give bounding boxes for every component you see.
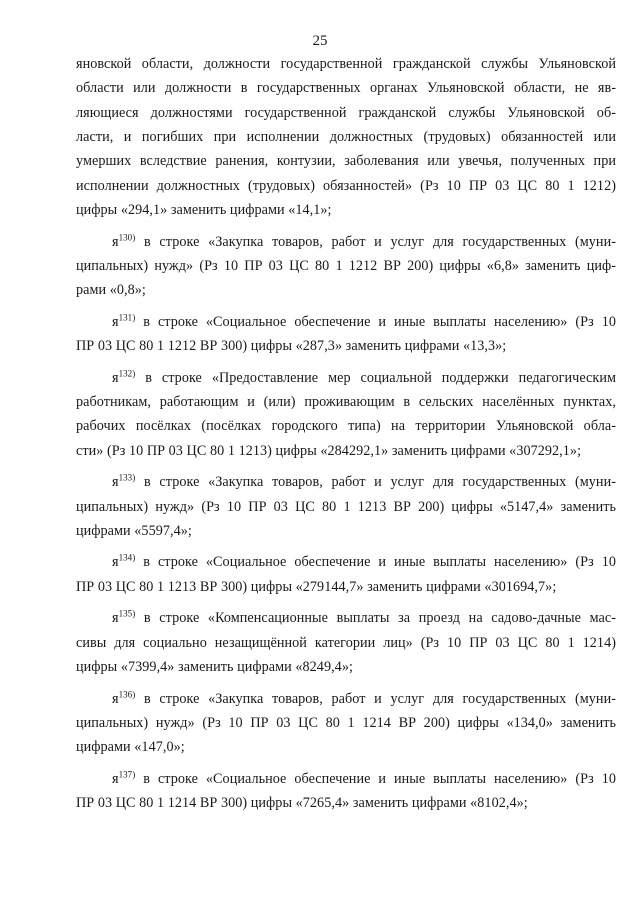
line-text	[112, 550, 616, 574]
item-number-superscript: 130)	[118, 231, 136, 242]
paragraph-gap	[76, 599, 616, 606]
text-line	[76, 519, 616, 543]
line-text: ципальных) нужд» (Рз 10 ПР 03 ЦС 80 1 1212 ВР 200) цифры «6,8» заменить циф-	[76, 257, 616, 274]
page-number: 25	[312, 33, 328, 49]
line-text: сивы для социально незащищённой категории лиц» (Рз 10 ПР 03 ЦС 80 1 1214)	[76, 634, 616, 651]
item-marker: я	[112, 770, 119, 787]
line-text: рабочих посёлках (посёлках городского типа) на территории Ульяновской обла-	[76, 418, 616, 435]
text-line	[76, 655, 616, 679]
text-line	[76, 439, 616, 463]
item-marker: я	[112, 690, 119, 707]
line-text: сти» (Рз 10 ПР 03 ЦС 80 1 1213) цифры «284292,1» заменить цифрами «307292,1»;	[76, 442, 582, 459]
text-line	[76, 711, 616, 735]
text-line	[76, 310, 616, 334]
line-text	[112, 310, 616, 334]
line-text: ципальных) нужд» (Рз 10 ПР 03 ЦС 80 1 1214 ВР 200) цифры «134,0» заменить	[76, 714, 616, 731]
text-line	[76, 414, 616, 438]
item-marker: я	[112, 474, 119, 491]
line-text: цифрами «5597,4»;	[76, 522, 192, 539]
paragraph-gap	[76, 679, 616, 686]
line-content: в строке «Закупка товаров, работ и услуг для государственных (муни-	[135, 690, 616, 707]
item-number-superscript: 137)	[118, 769, 136, 780]
item-number-superscript: 136)	[118, 688, 136, 699]
item-number-superscript: 131)	[118, 312, 136, 323]
line-text: работникам, работающим и (или) проживающим в сельских населённых пунктах,	[76, 394, 616, 411]
item-number-superscript: 133)	[118, 472, 136, 483]
line-text: яновской области, должности государственной гражданской службы Ульяновской	[76, 56, 616, 72]
paragraph-gap	[76, 303, 616, 310]
line-text: ПР 03 ЦС 80 1 1213 ВР 300) цифры «279144,7» заменить цифрами «301694,7»;	[76, 578, 557, 595]
paragraph	[76, 687, 616, 760]
text-line	[76, 550, 616, 574]
line-content: в строке «Компенсационные выплаты за проезд на садово-дачные мас-	[135, 610, 616, 627]
item-marker: я	[112, 610, 119, 627]
text-line	[76, 174, 616, 198]
text-line	[76, 495, 616, 519]
text-line	[76, 470, 616, 494]
text-line	[76, 149, 616, 173]
paragraph-gap	[76, 760, 616, 767]
line-content: в строке «Закупка товаров, работ и услуг для государственных (муни-	[135, 233, 616, 250]
paragraph	[76, 767, 616, 816]
line-text	[112, 606, 616, 630]
line-text	[112, 366, 616, 390]
text-line	[76, 575, 616, 599]
paragraph	[76, 366, 616, 463]
paragraph	[76, 52, 616, 222]
line-content: в строке «Социальное обеспечение и иные выплаты населению» (Рз 10	[135, 313, 616, 330]
item-number-superscript: 132)	[118, 367, 136, 378]
line-content: в строке «Социальное обеспечение и иные выплаты населению» (Рз 10	[135, 770, 616, 787]
line-text: цифры «7399,4» заменить цифрами «8249,4»;	[76, 659, 353, 676]
line-text: ляющиеся должностями государственной гражданской службы Ульяновской об-	[76, 104, 616, 121]
text-line	[76, 101, 616, 125]
text-line	[76, 125, 616, 149]
text-line	[76, 390, 616, 414]
text-line	[76, 735, 616, 759]
paragraph-gap	[76, 359, 616, 366]
text-line	[76, 767, 616, 791]
text-line	[76, 230, 616, 254]
paragraph	[76, 606, 616, 679]
text-line	[76, 198, 616, 222]
paragraph	[76, 550, 616, 599]
text-line	[76, 791, 616, 815]
text-line	[76, 366, 616, 390]
line-text	[112, 470, 616, 494]
item-number-superscript: 135)	[118, 608, 136, 619]
text-line	[76, 334, 616, 358]
line-content: в строке «Закупка товаров, работ и услуг для государственных (муни-	[135, 474, 616, 491]
line-text: цифры «294,1» заменить цифрами «14,1»;	[76, 202, 332, 219]
paragraph-gap	[76, 463, 616, 470]
line-text: исполнении должностных (трудовых) обязанностей» (Рз 10 ПР 03 ЦС 80 1 1212)	[76, 177, 616, 194]
text-line	[76, 76, 616, 100]
paragraph	[76, 230, 616, 303]
line-content: в строке «Социальное обеспечение и иные выплаты населению» (Рз 10	[135, 554, 616, 571]
item-marker: я	[112, 554, 119, 571]
paragraph-gap	[76, 543, 616, 550]
line-text: умерших вследствие ранения, контузии, заболевания или увечья, полученных при	[76, 153, 616, 170]
line-text	[112, 230, 616, 254]
paragraph	[76, 470, 616, 543]
text-line	[76, 254, 616, 278]
line-text: цифрами «147,0»;	[76, 739, 185, 756]
item-marker: я	[112, 313, 119, 330]
line-text: ципальных) нужд» (Рз 10 ПР 03 ЦС 80 1 1213 ВР 200) цифры «5147,4» заменить	[76, 498, 616, 515]
line-text: рами «0,8»;	[76, 282, 146, 299]
document-body	[76, 52, 616, 815]
line-text: ПР 03 ЦС 80 1 1212 ВР 300) цифры «287,3» заменить цифрами «13,3»;	[76, 338, 507, 355]
text-line	[76, 606, 616, 630]
line-text: ПР 03 ЦС 80 1 1214 ВР 300) цифры «7265,4» заменить цифрами «8102,4»;	[76, 795, 528, 812]
text-line	[76, 631, 616, 655]
paragraph-gap	[76, 222, 616, 229]
text-line	[76, 278, 616, 302]
text-line	[76, 52, 616, 76]
line-text: ласти, и погибших при исполнении должностных (трудовых) обязанностей или	[76, 129, 616, 146]
line-text: области или должности в государственных органах Ульяновской области, не яв-	[76, 80, 616, 97]
line-text	[112, 767, 616, 791]
line-content: в строке «Предоставление мер социальной поддержки педагогическим	[135, 369, 616, 386]
item-marker: я	[112, 233, 119, 250]
item-marker: я	[112, 369, 119, 386]
item-number-superscript: 134)	[118, 552, 136, 563]
text-line	[76, 687, 616, 711]
line-text	[112, 687, 616, 711]
paragraph	[76, 310, 616, 359]
